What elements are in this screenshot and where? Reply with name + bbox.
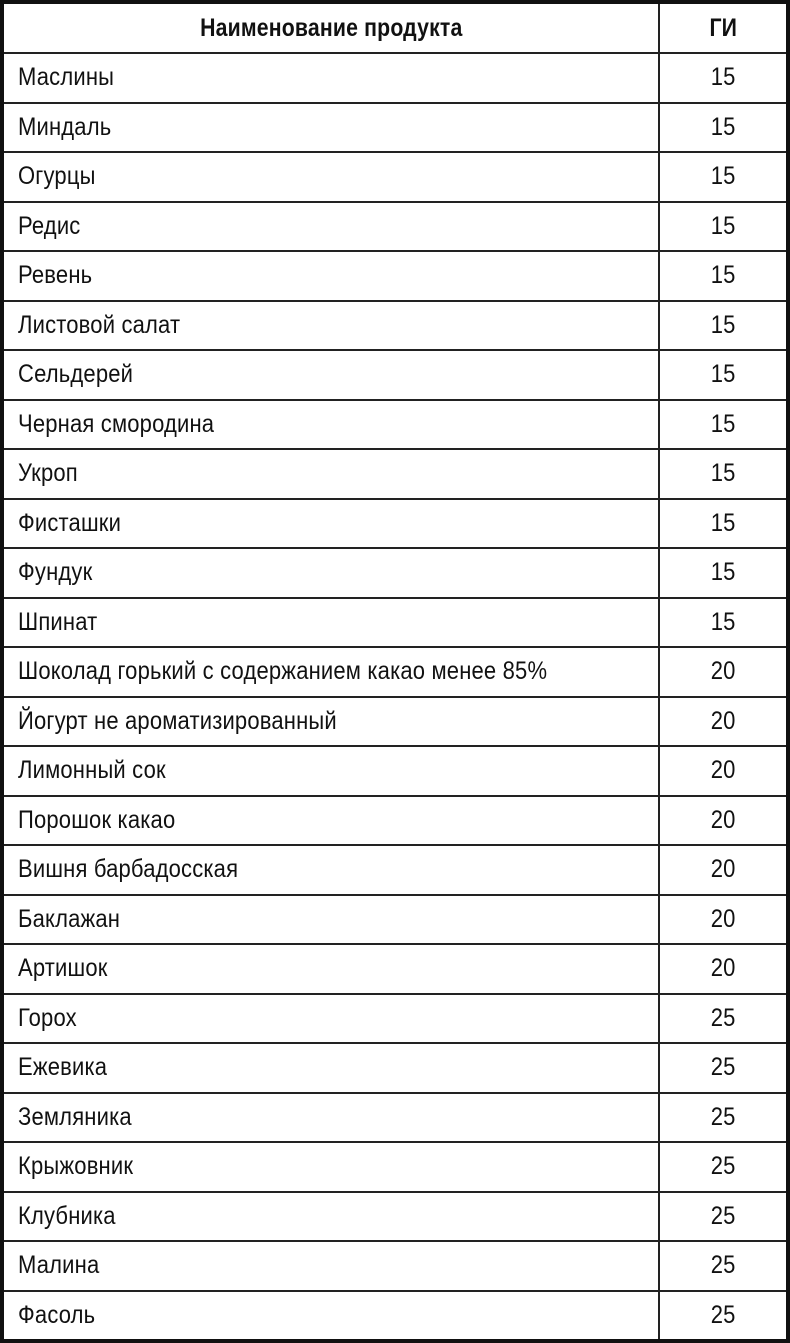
product-name-cell — [4, 449, 659, 499]
gi-value-cell — [659, 1241, 786, 1291]
gi-value-cell — [659, 845, 786, 895]
product-name-cell — [4, 1241, 659, 1291]
table-row — [4, 944, 786, 994]
gi-value: 15 — [710, 607, 736, 636]
gi-value: 15 — [710, 63, 736, 92]
product-name: Фисташки — [18, 508, 122, 537]
product-name: Земляника — [18, 1102, 132, 1131]
gi-value: 20 — [710, 855, 736, 884]
table-row — [4, 598, 786, 648]
table-row — [4, 1043, 786, 1093]
gi-value: 25 — [710, 1003, 736, 1032]
product-name: Клубника — [18, 1201, 116, 1230]
gi-value-cell — [659, 152, 786, 202]
gi-value-cell — [659, 103, 786, 153]
gi-value-cell — [659, 301, 786, 351]
gi-value: 15 — [710, 112, 736, 141]
product-name: Ежевика — [18, 1053, 108, 1082]
gi-value-cell — [659, 994, 786, 1044]
table-row — [4, 152, 786, 202]
product-name-cell — [4, 845, 659, 895]
gi-value: 20 — [710, 706, 736, 735]
product-name: Маслины — [18, 63, 115, 92]
gi-value: 25 — [710, 1300, 736, 1329]
gi-value: 20 — [710, 657, 736, 686]
table-row — [4, 103, 786, 153]
table-row — [4, 53, 786, 103]
product-name-cell — [4, 499, 659, 549]
gi-value: 15 — [710, 261, 736, 290]
product-name-cell — [4, 895, 659, 945]
product-name-cell — [4, 1291, 659, 1340]
header-gi-text: ГИ — [709, 13, 737, 42]
gi-value: 15 — [710, 310, 736, 339]
product-name-cell — [4, 1192, 659, 1242]
gi-value: 15 — [710, 409, 736, 438]
table-row — [4, 202, 786, 252]
table-row — [4, 796, 786, 846]
product-name: Миндаль — [18, 112, 112, 141]
header-product-name-text: Наименование продукта — [199, 13, 463, 42]
gi-value-cell — [659, 895, 786, 945]
table-row — [4, 746, 786, 796]
product-name: Вишня барбадосская — [18, 855, 239, 884]
gi-value-cell — [659, 598, 786, 648]
product-name-cell — [4, 53, 659, 103]
product-name: Ревень — [18, 261, 93, 290]
gi-value: 25 — [710, 1251, 736, 1280]
table-row — [4, 1241, 786, 1291]
gi-value: 20 — [710, 805, 736, 834]
table-row — [4, 1291, 786, 1340]
product-name-cell — [4, 301, 659, 351]
gi-value-cell — [659, 1192, 786, 1242]
gi-value-cell — [659, 449, 786, 499]
table-header-row — [4, 4, 786, 53]
gi-value-cell — [659, 499, 786, 549]
table-row — [4, 647, 786, 697]
header-gi — [659, 4, 786, 53]
gi-value-cell — [659, 202, 786, 252]
product-name: Сельдерей — [18, 360, 134, 389]
gi-value: 25 — [710, 1152, 736, 1181]
product-name-cell — [4, 796, 659, 846]
table-row — [4, 400, 786, 450]
gi-value-cell — [659, 1093, 786, 1143]
gi-value-cell — [659, 746, 786, 796]
product-name-cell — [4, 1093, 659, 1143]
product-name: Шпинат — [18, 607, 98, 636]
product-name: Редис — [18, 211, 81, 240]
gi-value-cell — [659, 400, 786, 450]
table-row — [4, 697, 786, 747]
gi-value-cell — [659, 1142, 786, 1192]
gi-value-cell — [659, 796, 786, 846]
product-name: Огурцы — [18, 162, 96, 191]
product-name: Шоколад горький с содержанием какао менее 85% — [18, 657, 548, 686]
product-name-cell — [4, 944, 659, 994]
product-name-cell — [4, 202, 659, 252]
product-name: Крыжовник — [18, 1152, 134, 1181]
gi-value-cell — [659, 1043, 786, 1093]
gi-value: 15 — [710, 162, 736, 191]
product-name: Артишок — [18, 954, 108, 983]
product-name-cell — [4, 350, 659, 400]
gi-value: 15 — [710, 211, 736, 240]
gi-value-cell — [659, 697, 786, 747]
gi-value: 15 — [710, 508, 736, 537]
product-name-cell — [4, 598, 659, 648]
gi-value: 15 — [710, 459, 736, 488]
product-name: Лимонный сок — [18, 756, 166, 785]
product-name: Малина — [18, 1251, 100, 1280]
product-name-cell — [4, 152, 659, 202]
gi-value: 25 — [710, 1201, 736, 1230]
product-name: Черная смородина — [18, 409, 215, 438]
product-name-cell — [4, 647, 659, 697]
table-row — [4, 1142, 786, 1192]
table-row — [4, 1192, 786, 1242]
table-row — [4, 548, 786, 598]
product-name-cell — [4, 1142, 659, 1192]
header-product-name — [4, 4, 659, 53]
product-name: Листовой салат — [18, 310, 181, 339]
table-row — [4, 1093, 786, 1143]
table-row — [4, 449, 786, 499]
gi-value: 20 — [710, 756, 736, 785]
gi-value: 15 — [710, 558, 736, 587]
product-name: Укроп — [18, 459, 78, 488]
table-row — [4, 301, 786, 351]
product-name-cell — [4, 746, 659, 796]
product-name: Порошок какао — [18, 805, 176, 834]
gi-value-cell — [659, 350, 786, 400]
product-name-cell — [4, 994, 659, 1044]
gi-value: 15 — [710, 360, 736, 389]
table-row — [4, 251, 786, 301]
product-name: Горох — [18, 1003, 77, 1032]
table-row — [4, 994, 786, 1044]
gi-value-cell — [659, 647, 786, 697]
product-name-cell — [4, 1043, 659, 1093]
gi-value: 25 — [710, 1053, 736, 1082]
product-name-cell — [4, 548, 659, 598]
product-name-cell — [4, 697, 659, 747]
product-name-cell — [4, 251, 659, 301]
gi-value-cell — [659, 53, 786, 103]
gi-value-cell — [659, 944, 786, 994]
gi-value-cell — [659, 1291, 786, 1340]
glycemic-index-table — [4, 4, 786, 1339]
product-name-cell — [4, 103, 659, 153]
table-row — [4, 845, 786, 895]
product-name: Фасоль — [18, 1300, 96, 1329]
table-row — [4, 499, 786, 549]
table-row — [4, 895, 786, 945]
product-name: Фундук — [18, 558, 93, 587]
product-name: Баклажан — [18, 904, 121, 933]
product-name: Йогурт не ароматизированный — [18, 706, 337, 735]
gi-value: 20 — [710, 904, 736, 933]
table-row — [4, 350, 786, 400]
gi-value-cell — [659, 548, 786, 598]
gi-value-cell — [659, 251, 786, 301]
gi-value: 25 — [710, 1102, 736, 1131]
product-name-cell — [4, 400, 659, 450]
gi-value: 20 — [710, 954, 736, 983]
